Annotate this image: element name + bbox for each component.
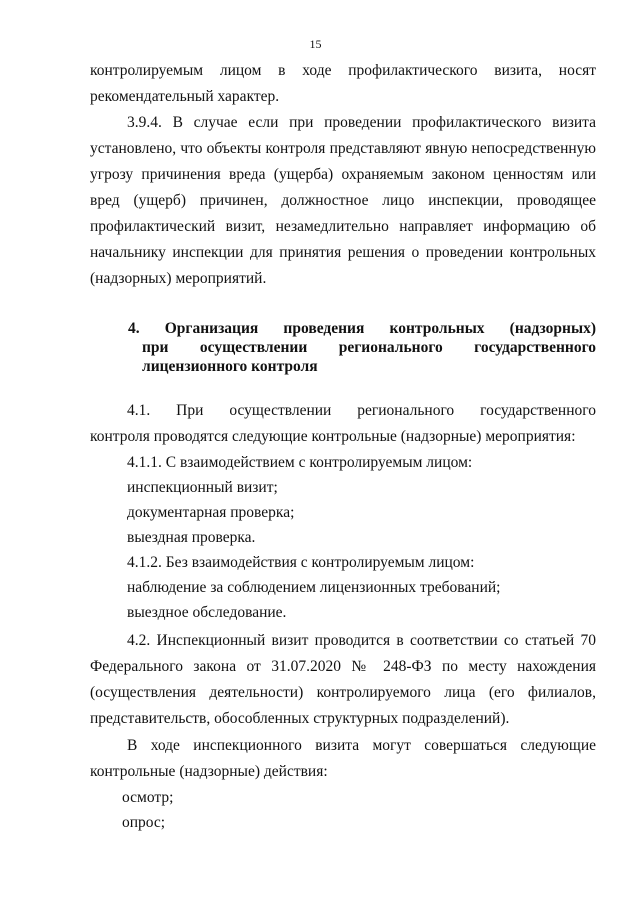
list-item: документарная проверка; xyxy=(127,504,295,521)
text-line: вред (ущерб) причинен, должностное лицо инспекции, проводящее xyxy=(90,192,596,209)
text-line: 4.1. При осуществлении регионального государственного xyxy=(127,402,596,419)
text-line: установлено, что объекты контроля представляют явную непосредственную xyxy=(90,140,596,157)
text-line: контролируемым лицом в ходе профилактического визита, носят xyxy=(90,62,596,79)
list-item: 4.1.2. Без взаимодействия с контролируемым лицом: xyxy=(127,554,475,571)
text-line: Федерального закона от 31.07.2020 № 248-ФЗ по месту нахождения xyxy=(90,658,596,675)
text-line: профилактический визит, незамедлительно направляет информацию об xyxy=(90,218,596,235)
list-item: 4.1.1. С взаимодействием с контролируемым лицом: xyxy=(127,454,473,471)
text-line: представительств, обособленных структурных подразделений). xyxy=(90,710,510,727)
text-line: (осуществления деятельности) контролируемого лица (его филиалов, xyxy=(90,684,596,701)
heading-line: 4. Организация проведения контрольных (надзорных) xyxy=(128,320,596,337)
text-line: рекомендательный характер. xyxy=(90,88,280,105)
paragraph-4-2 xyxy=(90,628,596,732)
list-item: осмотр; xyxy=(122,789,174,806)
paragraph-3-9-4 xyxy=(90,110,596,292)
text-line: 3.9.4. В случае если при проведении профилактического визита xyxy=(127,114,596,131)
heading-line: лицензионного контроля xyxy=(142,358,318,375)
paragraph-4-1 xyxy=(90,398,596,450)
list-item: выездная проверка. xyxy=(127,529,256,546)
text-line: (надзорных) мероприятий. xyxy=(90,270,267,287)
text-line: контрольные (надзорные) действия: xyxy=(90,763,328,780)
text-line: начальнику инспекции для принятия решения о проведении контрольных xyxy=(90,244,596,261)
section-heading xyxy=(128,319,596,376)
text-line: 4.2. Инспекционный визит проводится в соответствии со статьей 70 xyxy=(127,632,596,649)
text-line: В ходе инспекционного визита могут совершаться следующие xyxy=(127,737,596,754)
list-item: опрос; xyxy=(122,814,166,831)
paragraph-continuation xyxy=(90,58,596,110)
paragraph-visit-actions xyxy=(90,733,596,785)
text-line: контроля проводятся следующие контрольные (надзорные) мероприятия: xyxy=(90,428,576,445)
list-item: инспекционный визит; xyxy=(127,479,278,496)
heading-line: при осуществлении регионального государственного xyxy=(142,339,596,356)
page-number: 15 xyxy=(309,37,322,51)
list-item: наблюдение за соблюдением лицензионных требований; xyxy=(127,579,501,596)
text-line: угрозу причинения вреда (ущерба) охраняемым законом ценностям или xyxy=(90,166,596,183)
list-item: выездное обследование. xyxy=(127,604,287,621)
